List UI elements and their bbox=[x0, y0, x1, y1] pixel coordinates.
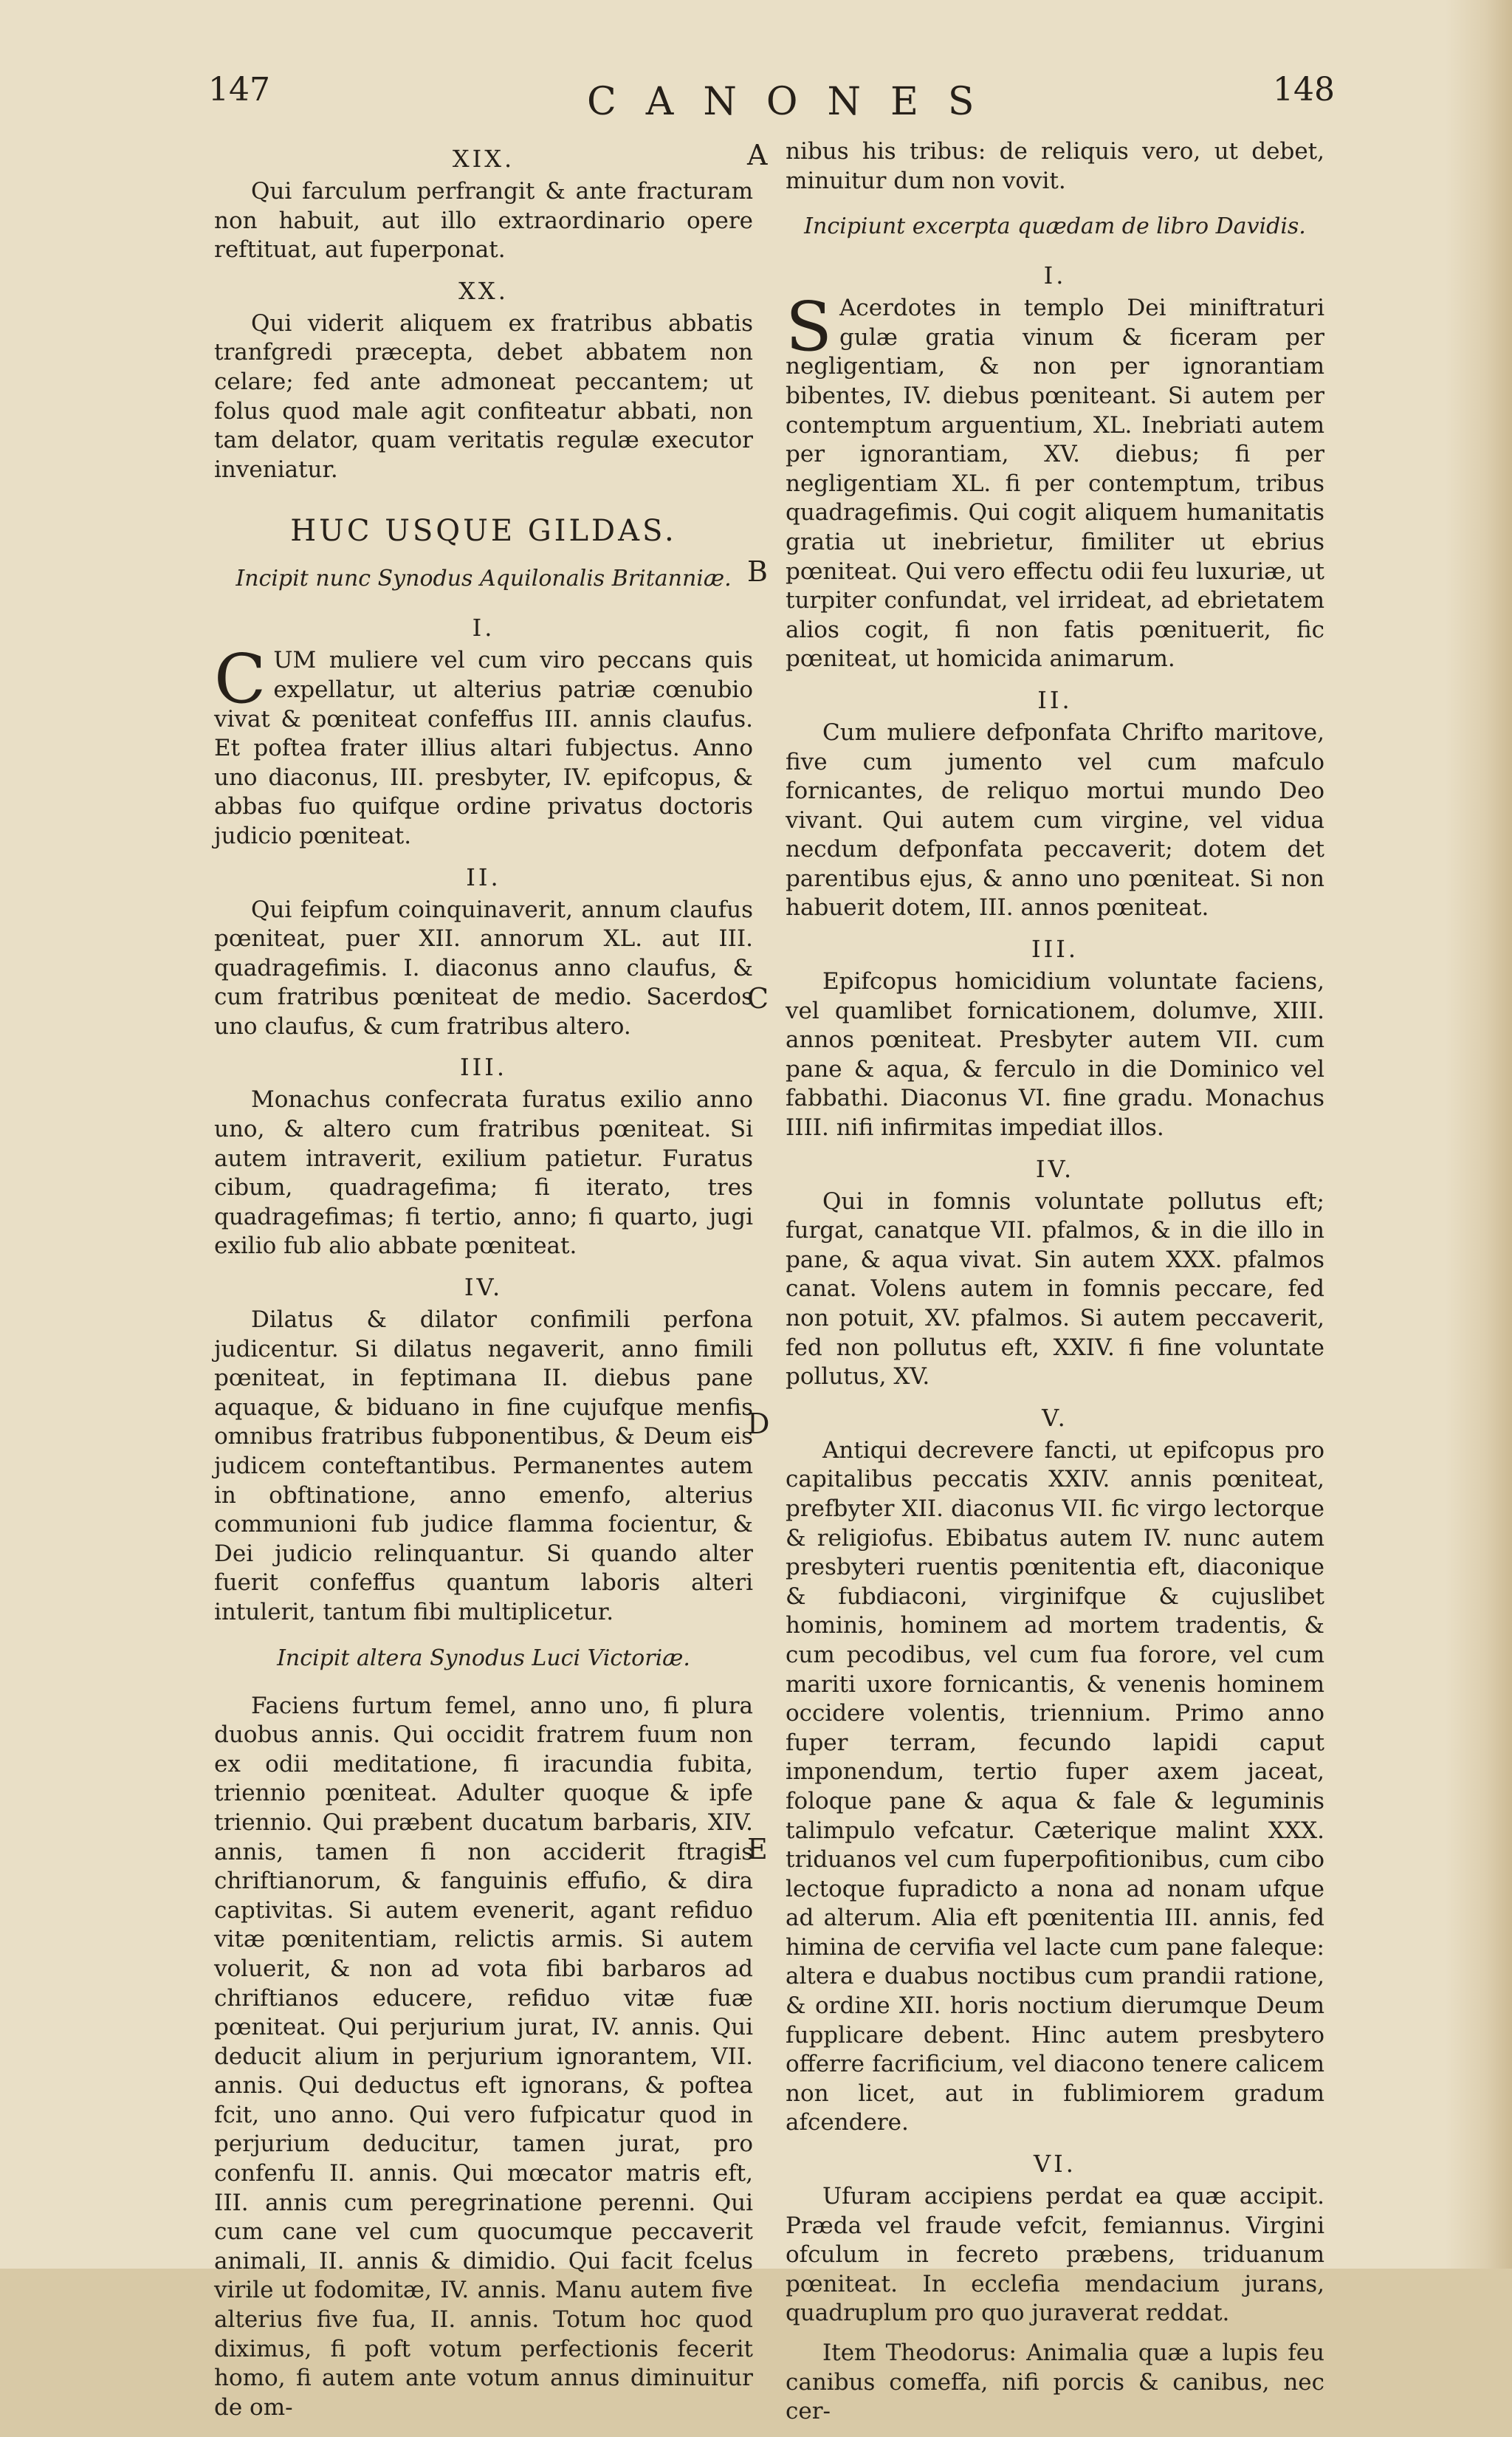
paragraph: Qui feipfum coinquinaverit, annum claufus pœniteat, puer XII. annorum XL. aut III. quadragefimis. I. diaconus anno claufus, & cum fratribus pœniteat de medio. Sacerdos uno claufus, & cum fratribus altero. bbox=[214, 896, 753, 1040]
drop-cap: C bbox=[214, 640, 267, 719]
paragraph-text: Acerdotes in templo Dei miniftraturi gulæ gratia vinum & ficeram per negligentiam, & non per ignorantiam bibentes, IV. diebus pœniteant. Si autem per contemptum arguentium, XL. Inebriati autem per ignorantiam, XV. diebus; fi per negligentiam XL. fi per contemptum, tribus quadragefimis. Qui cogit aliquem humanitatis gratia ut inebrietur, fimiliter ut ebrius pœniteat. Qui vero effectu odii feu luxuriæ, ut turpiter confundat, vel irrideat, ad ebrietatem alios cogit, fi non fatis pœnituerit, fic pœniteat, ut homicida animarum. bbox=[786, 295, 1324, 673]
huc-usque-heading: HUC USQUE GILDAS. bbox=[290, 514, 677, 549]
paragraph: Qui in fomnis voluntate pollutus eft; furgat, canatque VII. pfalmos, & in die illo in pane, & aqua vivat. Sin autem XXX. pfalmos canat. Volens autem in fomnis peccare, fed non potuit, XV. pfalmos. Si autem peccaverit, fed non pollutus eft, XXIV. fi fine voluntate pollutus, XV. bbox=[786, 1187, 1324, 1391]
paragraph bbox=[786, 287, 1324, 674]
incipit-heading: Incipiunt excerpta quædam de libro Davidis. bbox=[804, 213, 1306, 240]
margin-letter-c: C bbox=[747, 982, 769, 1015]
margin-letter-b: B bbox=[747, 555, 768, 588]
margin-letter-d: D bbox=[747, 1408, 770, 1440]
paragraph: Dilatus & dilator confimili perfona judicentur. Si dilatus negaverit, anno fimili pœniteat, in feptimana II. diebus pane aquaque, & biduano in fine cujufque menfis omnibus fratribus fubponentibus, & Deum eis judicem conteftantibus. Permanentes autem in obftinatione, anno emenfo, alterius communioni fub judice flamma focientur, & Dei judicio relinquantur. Si quando alter fuerit confeffus quantum laboris alteri intulerit, tantum fibi multiplicetur. bbox=[214, 1306, 753, 1625]
paragraph: Qui viderit aliquem ex fratribus abbatis tranfgredi præcepta, debet abbatem non celare; fed ante admoneat peccantem; ut folus quod male agit confiteatur abbati, non tam delator, quam veritatis regulæ executor inveniatur. bbox=[214, 309, 753, 483]
running-title: CANONES bbox=[587, 80, 1004, 124]
paragraph: Monachus confecrata furatus exilio anno uno, & altero cum fratribus pœniteat. Si autem intraverit, exilium patietur. Furatus cibum, quadragefima; fi iterato, tres quadragefimas; fi tertio, anno; fi quarto, jugi exilio fub alio abbate pœniteat. bbox=[214, 1086, 753, 1260]
page-number-left: 147 bbox=[208, 71, 270, 109]
paragraph: Epifcopus homicidium voluntate faciens, vel quamlibet fornicationem, dolumve, XIII. annos pœniteat. Presbyter autem VII. cum pane & aqua, & ferculo in die Dominico vel fabbathi. Diaconus VI. fine gradu. Monachus IIII. nifi infirmitas impediat illos. bbox=[786, 968, 1324, 1142]
paragraph: Qui farculum perfrangit & ante fracturam non habuit, aut illo extraordinario opere reftituat, aut fuperponat. bbox=[214, 178, 753, 264]
paragraph: Cum muliere defponfata Chrifto maritove, five cum jumento vel cum mafculo fornicantes, de reliquo mortui mundo Deo vivant. Qui autem cum virgine, vel vidua necdum defponfata peccaverit; dotem det parentibus ejus, & anno uno pœniteat. Si non habuerit dotem, III. annos pœniteat. bbox=[786, 719, 1324, 922]
incipit-heading: Incipit altera Synodus Luci Victoriæ. bbox=[277, 1645, 690, 1671]
section-heading: VI. bbox=[1034, 2150, 1076, 2179]
drop-cap: S bbox=[786, 287, 833, 367]
incipit-heading: Incipit nunc Synodus Aquilonalis Britanniæ. bbox=[236, 566, 732, 592]
paragraph-text: UM muliere vel cum viro peccans quis expellatur, ut alterius patriæ cœnubio vivat & pœniteat confeffus III. annis claufus. Et poftea frater illius altari fubjectus. Anno uno diaconus, III. presbyter, IV. epifcopus, & abbas fuo quifque ordine privatus doctoris judicio pœniteat. bbox=[214, 647, 753, 849]
margin-letter-a: A bbox=[747, 139, 768, 171]
paragraph bbox=[214, 640, 753, 851]
section-heading: II. bbox=[466, 863, 501, 891]
section-heading: V. bbox=[1042, 1403, 1068, 1432]
section-heading: III. bbox=[1031, 935, 1079, 964]
section-heading: XX. bbox=[458, 276, 509, 305]
section-heading: XIX. bbox=[452, 145, 515, 173]
paragraph: Item Theodorus: Animalia quæ a lupis feu canibus comeffa, nifi porcis & canibus, nec cer- bbox=[786, 2340, 1324, 2425]
left-column bbox=[214, 137, 753, 2433]
section-heading: I. bbox=[472, 614, 495, 642]
section-heading: IV. bbox=[464, 1273, 504, 1302]
page-number-right: 148 bbox=[1273, 71, 1335, 109]
page-edge-shadow bbox=[1446, 0, 1512, 2269]
paragraph: Faciens furtum femel, anno uno, fi plura duobus annis. Qui occidit fratrem fuum non ex odii meditatione, fi iracundia fubita, triennio pœniteat. Adulter quoque & ipfe triennio. Qui præbent ducatum barbaris, XIV. annis, tamen fi non acciderit ftragis chriftianorum, & fanguinis effufio, & dira captivitas. Si autem evenerit, agant refiduo vitæ pœnitentiam, relictis armis. Si autem voluerit, & non ad vota fibi barbaros ad chriftianos educere, refiduo vitæ fuæ pœniteat. Qui perjurium jurat, IV. annis. Qui deducit alium in perjurium ignorantem, VII. annis. Qui deductus eft ignorans, & poftea fcit, uno anno. Qui vero fufpicatur quod in perjurium deducitur, tamen jurat, pro confenfu II. annis. Qui mœcator matris eft, III. annis cum peregrinatione perenni. Qui cum cane vel cum quocumque peccaverit animali, II. annis & dimidio. Qui facit fcelus virile ut fodomitæ, IV. annis. Manu autem five alterius five fua, II. annis. Totum hoc quod diximus, fi poft votum perfectionis fecerit homo, fi autem ante votum annus diminuitur de om- bbox=[214, 1692, 753, 2421]
section-heading: II. bbox=[1037, 685, 1073, 714]
section-heading: IV. bbox=[1035, 1154, 1075, 1183]
section-heading: I. bbox=[1043, 261, 1067, 290]
margin-letter-e: E bbox=[747, 1833, 768, 1865]
paragraph: Ufuram accipiens perdat ea quæ accipit. Præda vel fraude vefcit, femiannus. Virgini ofculum in fecreto præbens, triduanum pœniteat. In ecclefia mendacium jurans, quadruplum pro quo juraverat reddat. bbox=[786, 2183, 1324, 2327]
section-heading: III. bbox=[459, 1053, 508, 1082]
right-column bbox=[786, 137, 1324, 2437]
paragraph: nibus his tribus: de reliquis vero, ut debet, minuitur dum non vovit. bbox=[786, 138, 1324, 194]
paragraph: Antiqui decrevere fancti, ut epifcopus pro capitalibus peccatis XXIV. annis pœniteat, prefbyter XII. diaconus VII. fic virgo lectorque & religiofus. Ebibatus autem IV. nunc autem presbyteri ruentis pœnitentia eft, diaconique & fubdiaconi, virginifque & cujuslibet hominis, hominem ad mortem tradentis, & cum pecodibus, vel cum fua forore, vel cum mariti uxore fornicantis, & venenis hominem occidere volentis, triennium. Primo anno fuper terram, fecundo lapidi caput imponendum, tertio fuper axem jaceat, foloque pane & aqua & fale & leguminis talimpulo vefcatur. Cæterique malint XXX. triduanos vel cum fuperpofitionibus, cum cibo lectoque fupradicto a nona ad nonam ufque ad alterum. Alia eft pœnitentia III. annis, fed himina de cervifia vel lacte cum pane faleque: altera e duabus noctibus cum prandii ratione, & ordine XII. horis noctium dierumque Deum fupplicare debent. Hinc autem presbytero offerre facrificium, vel diacono tenere calicem non licet, aut in fublimiorem gradum afcendere. bbox=[786, 1436, 1324, 2136]
